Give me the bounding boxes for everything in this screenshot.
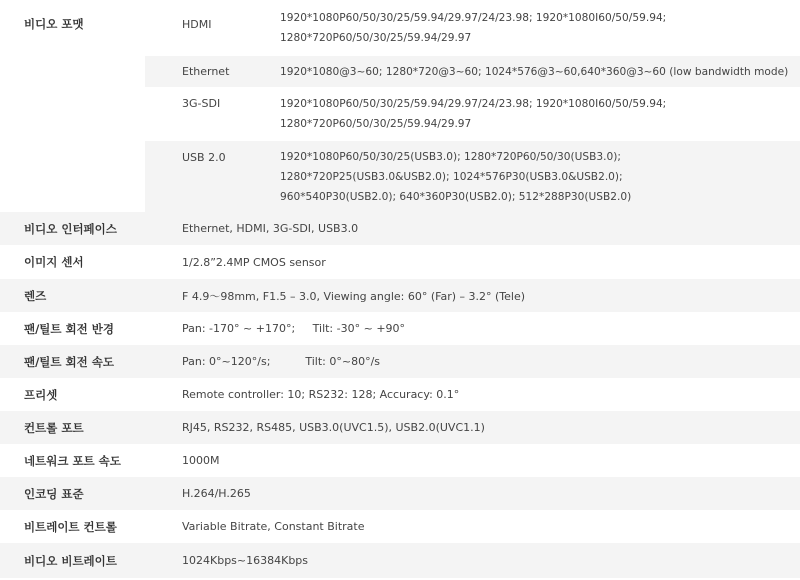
- spec-value: 1000M: [182, 454, 220, 467]
- spec-row-video-format-usb: [0, 141, 800, 212]
- spec-label: 네트워크 포트 속도: [24, 453, 121, 468]
- spec-row-preset: [0, 378, 800, 411]
- spec-value: 1/2.8”2.4MP CMOS sensor: [182, 255, 326, 269]
- spec-row-bitrate-control: [0, 510, 800, 543]
- spec-row-control-port: [0, 411, 800, 444]
- spec-detail: [280, 87, 796, 141]
- spec-value: Pan: 0°~120°/s; Tilt: 0°~80°/s: [182, 355, 381, 368]
- detail-line: 1920*1080P60/50/30/25/59.94/29.97/24/23.98; 1920*1080I60/50/59.94;: [280, 12, 667, 24]
- spec-value: 1024Kbps~16384Kbps: [182, 554, 309, 567]
- spec-label: 프리셋: [24, 387, 58, 402]
- spec-value: RJ45, RS232, RS485, USB3.0(UVC1.5), USB2.0(UVC1.1): [182, 421, 485, 434]
- spec-row-pan-tilt-range: [0, 312, 800, 345]
- spec-value: F 4.9～98mm, F1.5 – 3.0, Viewing angle: 60° (Far) – 3.2° (Tele): [182, 289, 526, 303]
- spec-sub-label: HDMI: [182, 18, 212, 31]
- detail-line: 1920*1080P60/50/30/25/59.94/29.97/24/23.98; 1920*1080I60/50/59.94;: [280, 98, 667, 110]
- spec-label: 렌즈: [24, 288, 47, 303]
- spec-value: Remote controller: 10; RS232: 128; Accuracy: 0.1°: [182, 388, 460, 401]
- spec-sub-label: 3G-SDI: [182, 97, 221, 110]
- spec-row-video-interface: [0, 212, 800, 245]
- spec-detail: [280, 0, 796, 56]
- spec-label: 비트레이트 컨트롤: [24, 519, 117, 534]
- spec-value: Variable Bitrate, Constant Bitrate: [182, 520, 365, 533]
- spec-row-image-sensor: [0, 245, 800, 279]
- spec-label: 비디오 비트레이트: [24, 553, 117, 568]
- detail-line: 1280*720P25(USB3.0&USB2.0); 1024*576P30(USB3.0&USB2.0);: [280, 170, 623, 183]
- spec-detail: [280, 56, 796, 87]
- spec-value: H.264/H.265: [182, 487, 251, 500]
- spec-label: 비디오 포맷: [24, 17, 84, 31]
- spec-row-network-speed: [0, 444, 800, 477]
- detail-line: 1920*1080@3~60; 1280*720@3~60; 1024*576@3~60,640*360@3~60 (low bandwidth mode): [280, 65, 789, 78]
- spec-row-lens: [0, 279, 800, 312]
- detail-line: 1920*1080P60/50/30/25(USB3.0); 1280*720P60/50/30(USB3.0);: [280, 150, 621, 163]
- spec-label: 이미지 센서: [24, 255, 84, 269]
- spec-label: 팬/틸트 회전 속도: [24, 354, 114, 369]
- spec-row-encoding: [0, 477, 800, 510]
- detail-line: 1280*720P60/50/30/25/59.94/29.97: [280, 118, 472, 130]
- spec-value: Pan: -170° ~ +170°; Tilt: -30° ~ +90°: [182, 322, 406, 335]
- spec-row-video-bitrate: [0, 543, 800, 578]
- spec-row-video-format-3g-sdi: [0, 87, 800, 141]
- spec-sub-label: Ethernet: [182, 65, 230, 78]
- detail-line: 1280*720P60/50/30/25/59.94/29.97: [280, 32, 472, 44]
- spec-row-video-format-ethernet: [0, 56, 800, 87]
- spec-detail: [280, 141, 796, 212]
- spec-row-pan-tilt-speed: [0, 345, 800, 378]
- spec-label: 컨트롤 포트: [24, 420, 84, 435]
- spec-label: 비디오 인터페이스: [24, 221, 117, 236]
- spec-sub-label: USB 2.0: [182, 151, 226, 164]
- spec-label: 팬/틸트 회전 반경: [24, 321, 114, 336]
- spec-row-video-format-hdmi: [0, 0, 800, 56]
- detail-line: 960*540P30(USB2.0); 640*360P30(USB2.0); 512*288P30(USB2.0): [280, 190, 632, 203]
- spec-value: Ethernet, HDMI, 3G-SDI, USB3.0: [182, 222, 359, 235]
- spec-label: 인코딩 표준: [24, 486, 84, 501]
